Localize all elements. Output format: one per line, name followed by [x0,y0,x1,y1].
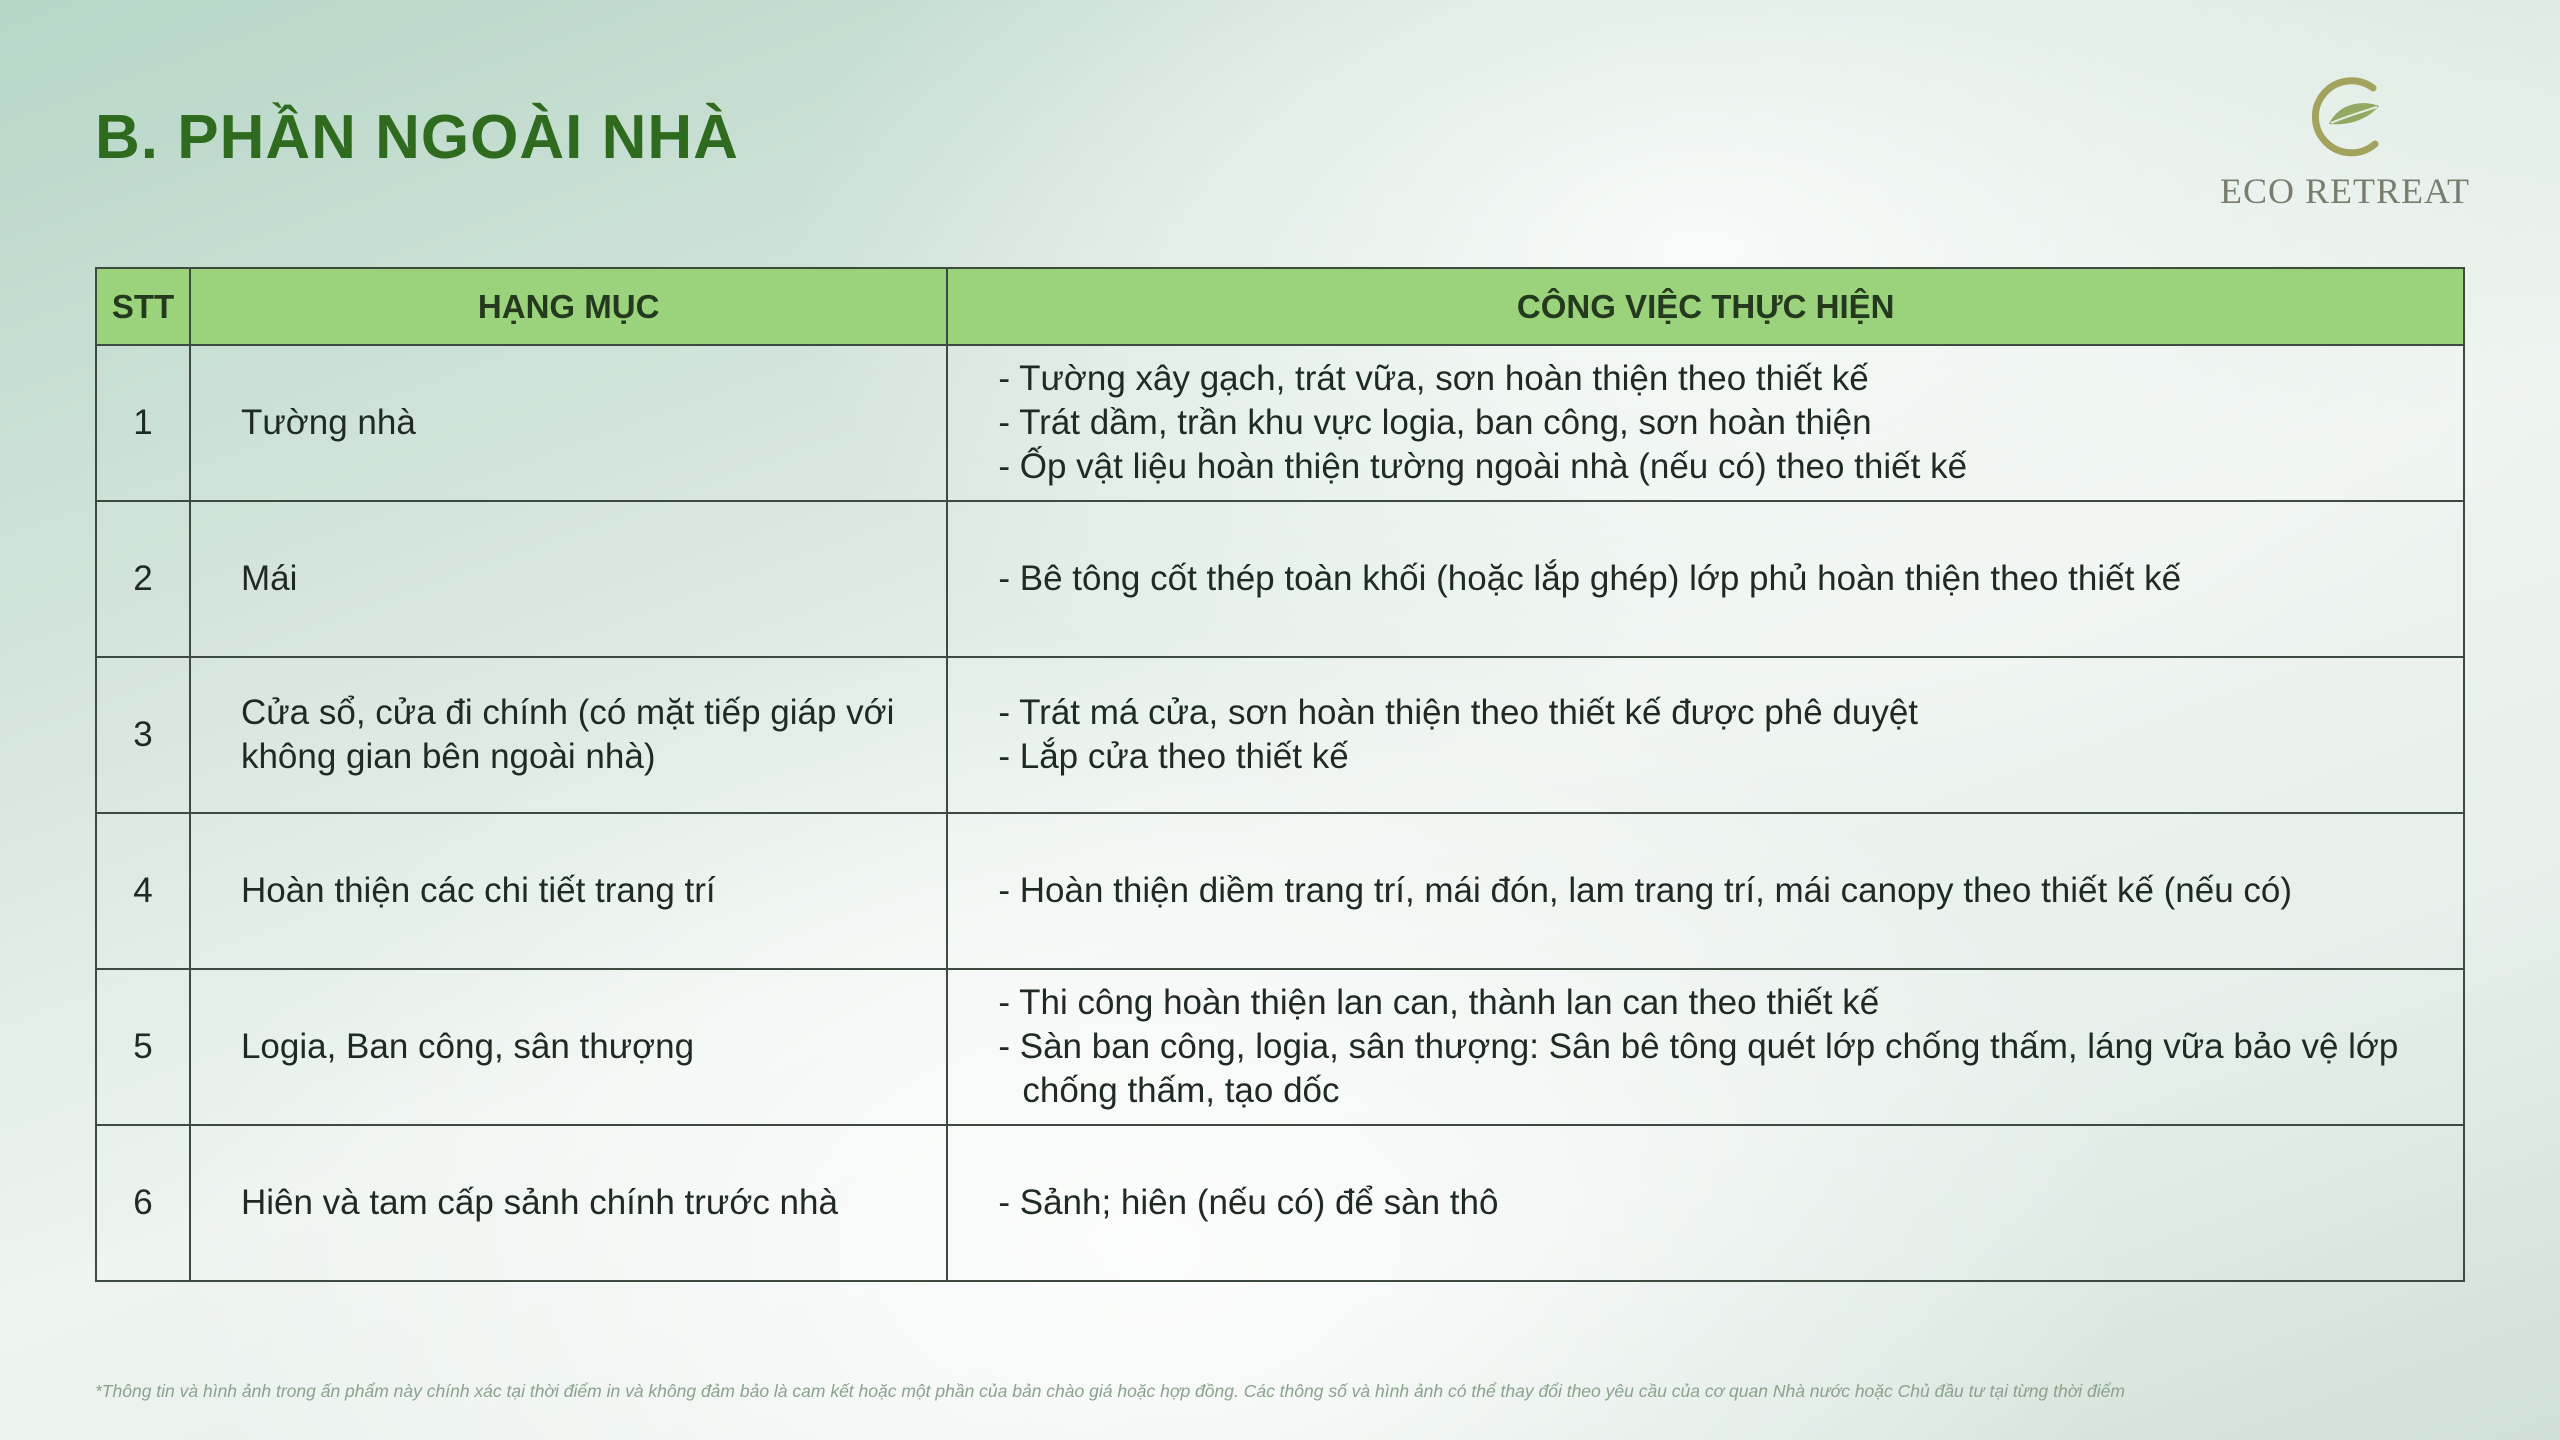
brand-logo [2200,66,2490,216]
page-title: B. PHẦN NGOÀI NHÀ [95,103,739,172]
header-work: CÔNG VIỆC THỰC HIỆN [947,268,2464,345]
work-line: - Trát má cửa, sơn hoàn thiện theo thiết kế được phê duyệt [998,693,1919,732]
row-item: Logia, Ban công, sân thượng [190,969,947,1125]
row-item: Cửa sổ, cửa đi chính (có mặt tiếp giáp với không gian bên ngoài nhà) [190,657,947,813]
row-work [947,1125,2464,1281]
work-line: - Trát dầm, trần khu vực logia, ban công, sơn hoàn thiện [998,403,1872,442]
work-line: - Ốp vật liệu hoàn thiện tường ngoài nhà (nếu có) theo thiết kế [998,447,1968,486]
table-header-row [96,268,2464,345]
table-row [96,969,2464,1125]
row-number: 1 [96,345,190,501]
table-row [96,657,2464,813]
table-row [96,1125,2464,1281]
row-work [947,813,2464,969]
row-item: Mái [190,501,947,657]
work-line: - Lắp cửa theo thiết kế [998,737,1349,776]
row-number: 4 [96,813,190,969]
row-work [947,657,2464,813]
scope-table [95,267,2465,1282]
leaf-c-logo-icon [2295,66,2395,166]
work-line: - Bê tông cốt thép toàn khối (hoặc lắp ghép) lớp phủ hoàn thiện theo thiết kế [998,559,2182,598]
row-number: 6 [96,1125,190,1281]
row-item: Hiên và tam cấp sảnh chính trước nhà [190,1125,947,1281]
work-line: - Sảnh; hiên (nếu có) để sàn thô [998,1183,1499,1222]
row-number: 2 [96,501,190,657]
table-row [96,345,2464,501]
table-row [96,501,2464,657]
row-work [947,501,2464,657]
work-line: - Thi công hoàn thiện lan can, thành lan can theo thiết kế [998,983,1880,1022]
row-work [947,345,2464,501]
row-item: Tường nhà [190,345,947,501]
disclaimer-footnote: *Thông tin và hình ảnh trong ấn phẩm này chính xác tại thời điểm in và không đảm bảo là cam kết hoặc một phần của bản chào giá hoặc hợp đồng. Các thông số và hình ảnh có thể thay đổi theo yêu cầu của cơ quan Nhà nước hoặc Chủ đầu tư tại từng thời điểm [95,1381,2125,1401]
row-item: Hoàn thiện các chi tiết trang trí [190,813,947,969]
header-item: HẠNG MỤC [190,268,947,345]
table-row [96,813,2464,969]
row-number: 5 [96,969,190,1125]
work-line: - Tường xây gạch, trát vữa, sơn hoàn thiện theo thiết kế [998,359,1869,398]
brand-name: ECO RETREAT [2220,171,2470,211]
work-line: - Sàn ban công, logia, sân thượng: Sân bê tông quét lớp chống thấm, láng vữa bảo vệ lớp chống thấm, tạo dốc [998,1027,2399,1110]
work-line: - Hoàn thiện diềm trang trí, mái đón, lam trang trí, mái canopy theo thiết kế (nếu có) [998,871,2293,910]
row-number: 3 [96,657,190,813]
header-stt: STT [96,268,190,345]
row-work [947,969,2464,1125]
